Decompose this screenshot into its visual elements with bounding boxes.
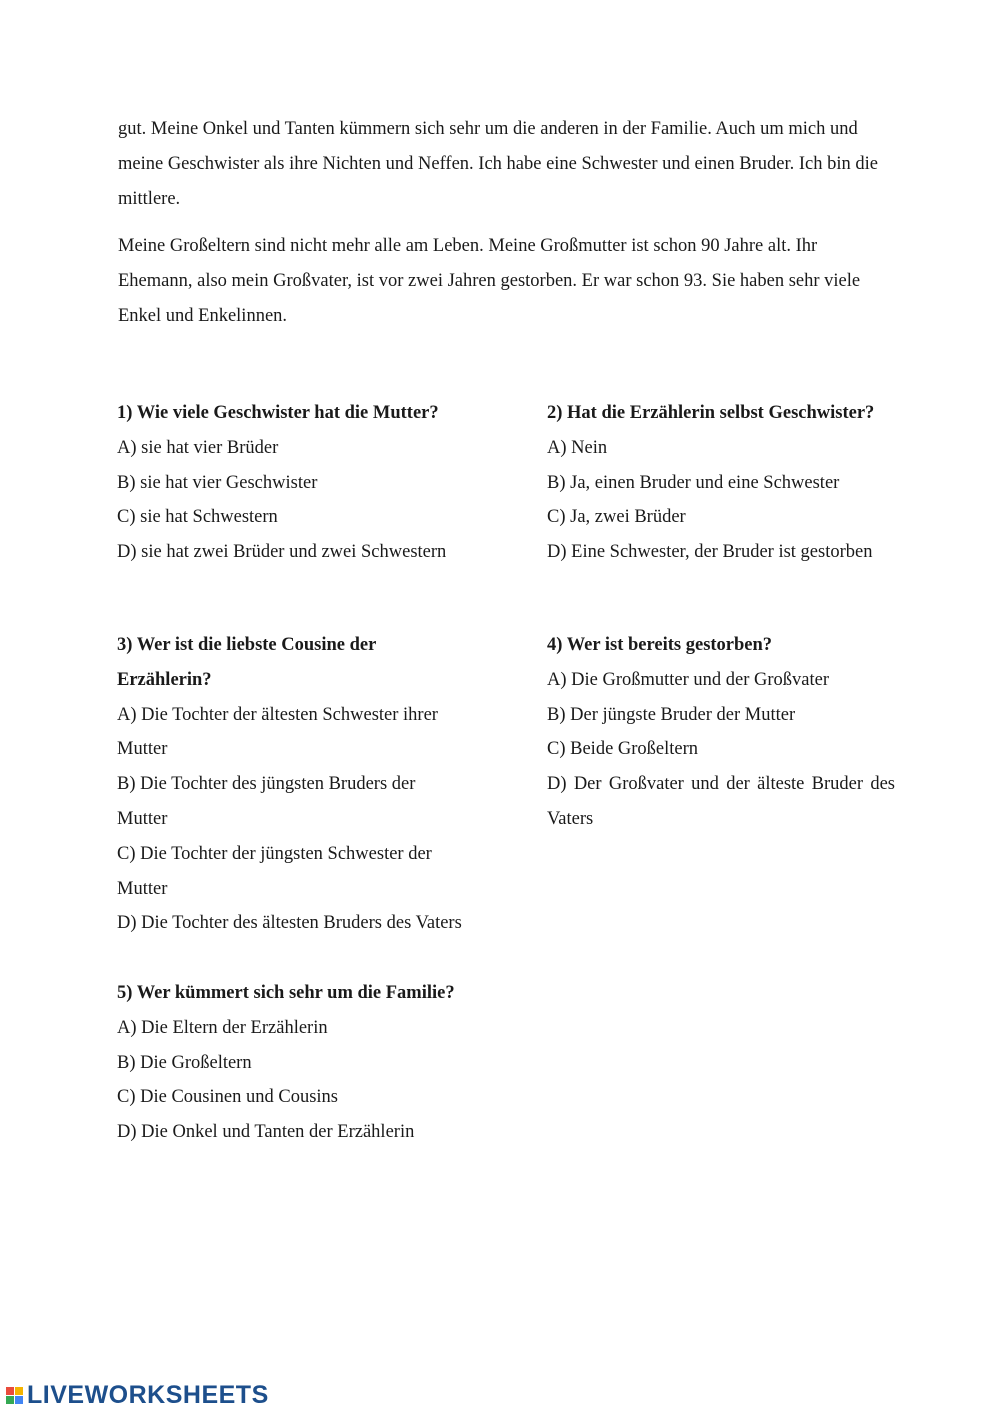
answer-option-c[interactable]: C) Die Cousinen und Cousins <box>117 1087 338 1108</box>
question-5 <box>117 976 507 1150</box>
answer-option-b[interactable]: B) sie hat vier Geschwister <box>117 472 318 493</box>
question-title: 5) Wer kümmert sich sehr um die Familie? <box>117 983 455 1003</box>
question-3 <box>117 628 507 941</box>
question-title: 2) Hat die Erzählerin selbst Geschwister? <box>547 403 875 423</box>
liveworksheets-logo <box>6 1380 269 1410</box>
logo-block <box>6 1387 14 1395</box>
passage-paragraph: Meine Großeltern sind nicht mehr alle am Leben. Meine Großmutter ist schon 90 Jahre alt. Ihr Ehemann, also mein Großvater, ist vor zwei Jahren gestorben. Er war schon 93. Sie haben sehr viele Enkel und Enkelinnen. <box>118 236 861 326</box>
logo-blocks-icon <box>6 1387 23 1404</box>
answer-option-c[interactable]: C) Die Tochter der jüngsten Schwester der Mutter <box>117 843 432 899</box>
answer-option-a[interactable]: A) Nein <box>547 437 608 458</box>
question-title: 3) Wer ist die liebste Cousine der Erzählerin? <box>117 635 376 690</box>
question-title: 4) Wer ist bereits gestorben? <box>547 635 773 655</box>
answer-option-d[interactable]: D) sie hat zwei Brüder und zwei Schwestern <box>117 542 447 563</box>
reading-passage <box>118 112 888 346</box>
answer-option-d[interactable]: D) Eine Schwester, der Bruder ist gestorben <box>547 542 873 563</box>
answer-option-b[interactable]: B) Die Tochter des jüngsten Bruders der Mutter <box>117 774 416 829</box>
answer-option-d[interactable]: D) Die Tochter des ältesten Bruders des Vaters <box>117 913 462 934</box>
question-title: 1) Wie viele Geschwister hat die Mutter? <box>117 403 439 423</box>
logo-block <box>15 1387 23 1395</box>
answer-option-b[interactable]: B) Ja, einen Bruder und eine Schwester <box>547 472 840 493</box>
answer-option-b[interactable]: B) Der jüngste Bruder der Mutter <box>547 704 796 725</box>
answer-option-c[interactable]: C) Beide Großeltern <box>547 739 699 760</box>
answer-option-c[interactable]: C) sie hat Schwestern <box>117 507 278 528</box>
logo-block <box>6 1396 14 1404</box>
question-2 <box>547 396 895 570</box>
answer-option-a[interactable]: A) sie hat vier Brüder <box>117 437 279 458</box>
answer-option-a[interactable]: A) Die Großmutter und der Großvater <box>547 669 830 690</box>
logo-text: LIVEWORKSHEETS <box>27 1380 269 1409</box>
answer-option-c[interactable]: C) Ja, zwei Brüder <box>547 507 686 528</box>
answer-option-d[interactable]: D) Die Onkel und Tanten der Erzählerin <box>117 1122 415 1143</box>
answer-option-b[interactable]: B) Die Großeltern <box>117 1052 252 1073</box>
answer-option-d[interactable]: D) Der Großvater und der älteste Bruder des Vaters <box>547 774 895 829</box>
question-1 <box>117 396 507 570</box>
passage-paragraph: gut. Meine Onkel und Tanten kümmern sich sehr um die anderen in der Familie. Auch um mich und meine Geschwister als ihre Nichten und Neffen. Ich habe eine Schwester und einen Bruder. Ich bin die mittlere. <box>118 119 878 209</box>
answer-option-a[interactable]: A) Die Tochter der ältesten Schwester ihrer Mutter <box>117 704 438 760</box>
logo-block <box>15 1396 23 1404</box>
question-4 <box>547 628 895 837</box>
answer-option-a[interactable]: A) Die Eltern der Erzählerin <box>117 1017 328 1038</box>
